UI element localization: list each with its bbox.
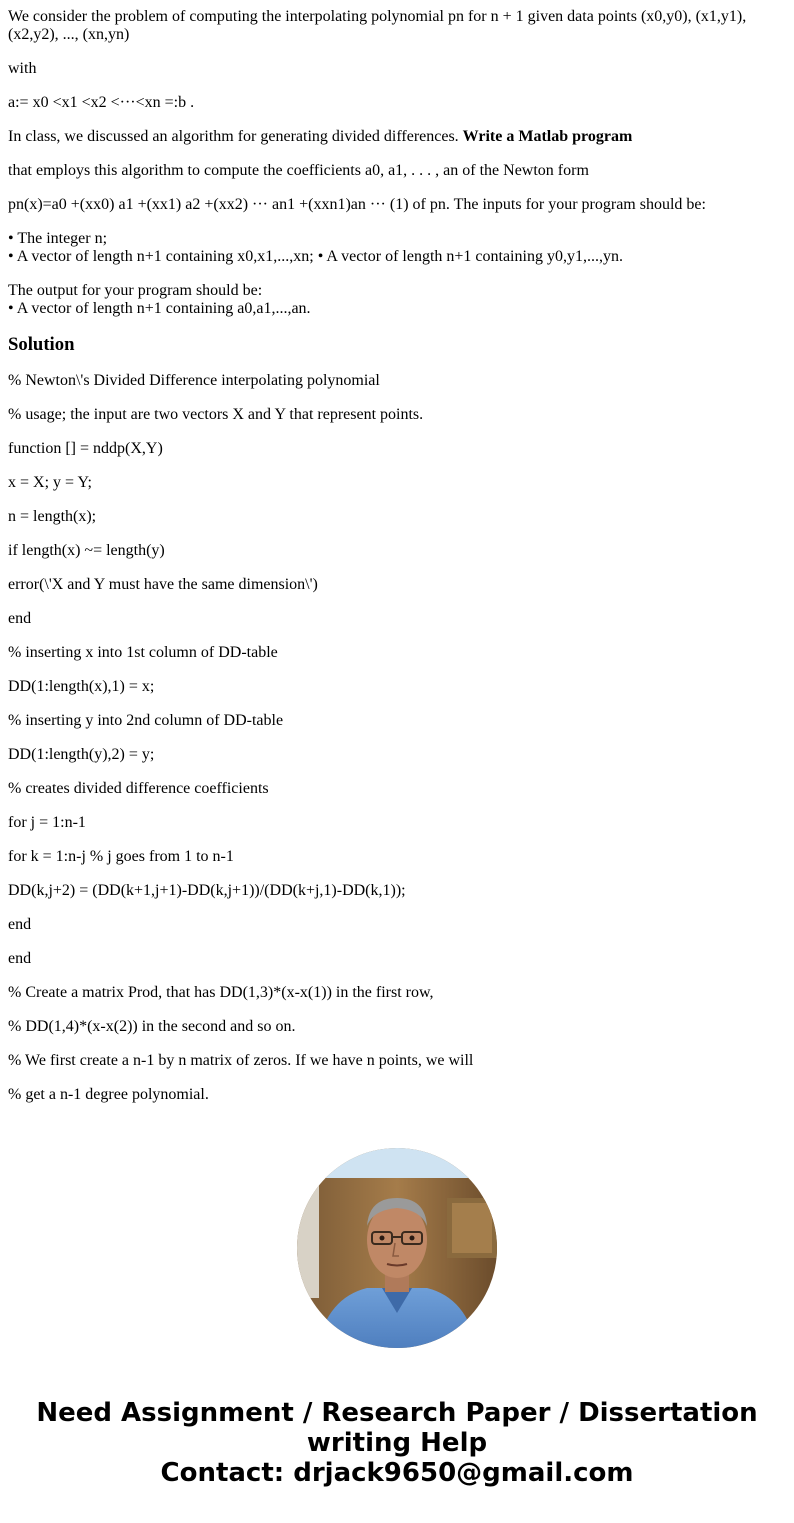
code-line: n = length(x); bbox=[8, 508, 97, 525]
code-line: % Create a matrix Prod, that has DD(1,3)*(x-x(1)) in the first row, bbox=[8, 984, 434, 1001]
code-line: % usage; the input are two vectors X and Y that represent points. bbox=[8, 406, 424, 423]
code-line: DD(1:length(y),2) = y; bbox=[8, 746, 155, 763]
code-line: DD(1:length(x),1) = x; bbox=[8, 678, 155, 695]
code-line: end bbox=[8, 610, 32, 627]
problem-outputs bbox=[8, 282, 786, 318]
class-note-text: In class, we discussed an algorithm for generating divided differences. bbox=[8, 128, 463, 145]
output-heading: The output for your program should be: bbox=[8, 282, 263, 299]
footer-contact: Contact: drjack9650@gmail.com bbox=[160, 1458, 634, 1488]
problem-statement bbox=[8, 8, 786, 318]
output-item: • A vector of length n+1 containing a0,a1,...,an. bbox=[8, 300, 311, 317]
code-line: if length(x) ~= length(y) bbox=[8, 542, 165, 559]
code-line: % creates divided difference coefficients bbox=[8, 780, 269, 797]
code-line: end bbox=[8, 916, 32, 933]
problem-with: with bbox=[8, 60, 37, 77]
problem-task: that employs this algorithm to compute the coefficients a0, a1, . . . , an of the Newton form bbox=[8, 162, 589, 179]
avatar-container bbox=[0, 1148, 794, 1348]
solution-code bbox=[8, 372, 786, 1104]
problem-newton-form: pn(x)=a0 +(xx0) a1 +(xx1) a2 +(xx2) ··· an1 +(xxn1)an ··· (1) of pn. The inputs for your program should be: bbox=[8, 196, 706, 213]
code-line: % inserting y into 2nd column of DD-table bbox=[8, 712, 284, 729]
code-line: % We first create a n-1 by n matrix of zeros. If we have n points, we will bbox=[8, 1052, 474, 1069]
code-line: % get a n-1 degree polynomial. bbox=[8, 1086, 209, 1103]
code-line: end bbox=[8, 950, 32, 967]
code-line: x = X; y = Y; bbox=[8, 474, 92, 491]
author-photo bbox=[297, 1148, 497, 1348]
footer-line-2: writing Help bbox=[306, 1428, 488, 1458]
footer-line-1: Need Assignment / Research Paper / Dissertation bbox=[36, 1398, 758, 1428]
code-line: for k = 1:n-j % j goes from 1 to n-1 bbox=[8, 848, 234, 865]
solution-heading: Solution bbox=[8, 334, 75, 355]
problem-class-note bbox=[8, 128, 786, 146]
problem-intro: We consider the problem of computing the interpolating polynomial pn for n + 1 given data points (x0,y0), (x1,y1), (x2,y2), ..., (xn,yn) bbox=[8, 8, 747, 43]
class-note-bold: Write a Matlab program bbox=[462, 128, 633, 145]
problem-interval: a:= x0 <x1 <x2 <···<xn =:b . bbox=[8, 94, 195, 111]
code-line: DD(k,j+2) = (DD(k+1,j+1)-DD(k,j+1))/(DD(k+j,1)-DD(k,1)); bbox=[8, 882, 406, 899]
code-line: % Newton\'s Divided Difference interpolating polynomial bbox=[8, 372, 380, 389]
input-item-n: • The integer n; bbox=[8, 230, 108, 247]
portrait-image bbox=[297, 1148, 497, 1348]
code-line: % inserting x into 1st column of DD-table bbox=[8, 644, 278, 661]
code-line: for j = 1:n-1 bbox=[8, 814, 86, 831]
code-line: function [] = nddp(X,Y) bbox=[8, 440, 163, 457]
code-line: error(\'X and Y must have the same dimension\') bbox=[8, 576, 318, 593]
input-item-vectors: • A vector of length n+1 containing x0,x1,...,xn; • A vector of length n+1 containing y0,y1,...,yn. bbox=[8, 248, 623, 265]
code-line: % DD(1,4)*(x-x(2)) in the second and so on. bbox=[8, 1018, 296, 1035]
problem-inputs bbox=[8, 230, 786, 266]
contact-footer bbox=[0, 1398, 794, 1488]
